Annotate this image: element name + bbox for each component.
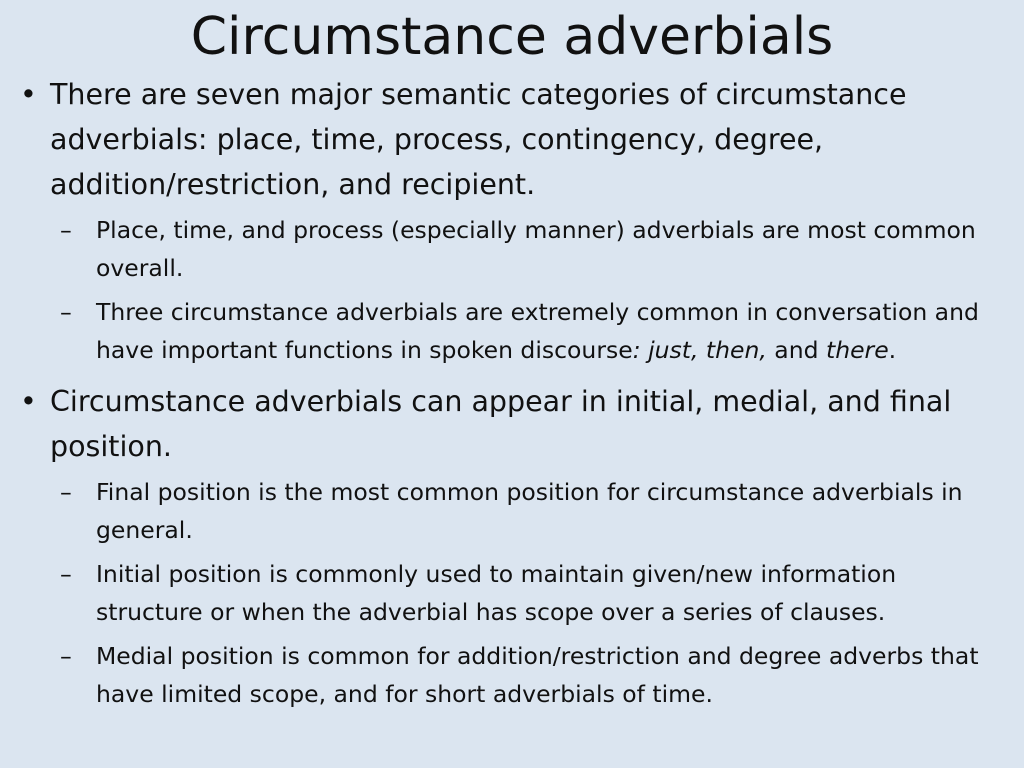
- sub-point-text: Medial position is common for addition/restriction and degree adverbs that have limited scope, and for short adverbials of time.: [96, 642, 979, 708]
- slide-body: [20, 72, 1006, 723]
- sub-point-1-2: [20, 293, 1006, 369]
- bullet-point-2: [20, 379, 1006, 469]
- sub-list-1: [20, 211, 1006, 369]
- dash-icon: –: [60, 298, 72, 326]
- sub-point-italic-text: : just, then,: [632, 336, 767, 364]
- sub-point-text: and: [766, 336, 826, 364]
- bullet-point-text: There are seven major semantic categories of circumstance adverbials: place, time, process, contingency, degree, addition/restriction, and recipient.: [50, 78, 907, 201]
- slide-title: Circumstance adverbials: [190, 7, 834, 67]
- sub-point-italic-text: there: [825, 336, 889, 364]
- sub-point-2-2: [20, 555, 1006, 631]
- bullet-point-1: [20, 72, 1006, 207]
- dash-icon: –: [60, 216, 72, 244]
- sub-point-text: Initial position is commonly used to maintain given/new information structure or when the adverbial has scope over a series of clauses.: [96, 560, 897, 626]
- sub-point-2-3: [20, 637, 1006, 713]
- sub-point-text: Final position is the most common position for circumstance adverbials in general.: [96, 478, 963, 544]
- sub-point-text: Place, time, and process (especially manner) adverbials are most common overall.: [96, 216, 976, 282]
- sub-point-2-1: [20, 473, 1006, 549]
- dash-icon: –: [60, 478, 72, 506]
- dash-icon: –: [60, 560, 72, 588]
- dash-icon: –: [60, 642, 72, 670]
- sub-point-1-1: [20, 211, 1006, 287]
- bullet-icon: •: [20, 385, 37, 418]
- bullet-icon: •: [20, 78, 37, 111]
- sub-point-text: .: [888, 336, 897, 364]
- sub-list-2: [20, 473, 1006, 713]
- sub-point-text: Three circumstance adverbials are extremely common in conversation and have important functions in spoken discourse: [96, 298, 979, 364]
- bullet-point-text: Circumstance adverbials can appear in initial, medial, and final position.: [50, 385, 952, 463]
